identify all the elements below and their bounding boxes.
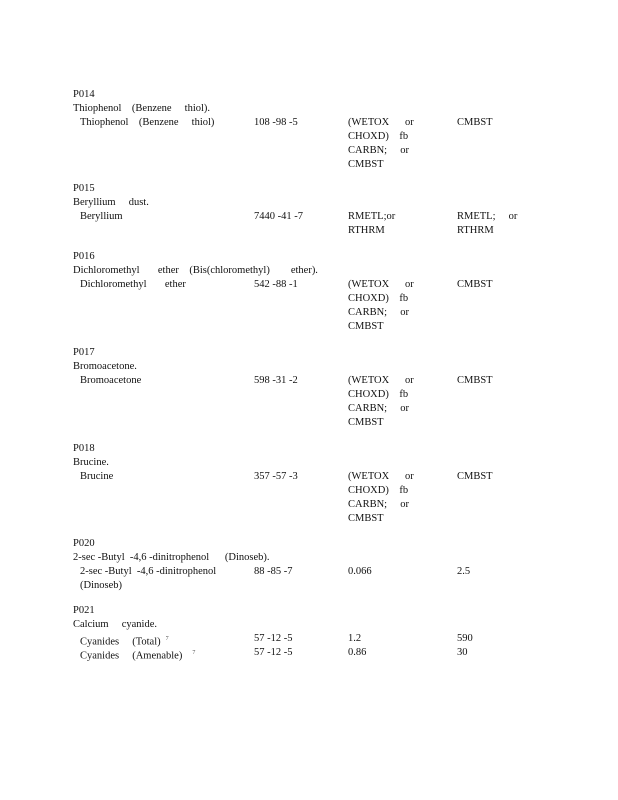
nonwastewater-standard: CMBST (457, 375, 493, 386)
waste-description: 2-sec -Butyl -4,6 -dinitrophenol (Dinoseb). (73, 552, 270, 563)
cas-number: 57 -12 -5 (254, 633, 293, 644)
waste-entry (73, 442, 593, 524)
waste-description: Bromoacetone. (73, 361, 137, 372)
nonwastewater-standard: CMBST (457, 279, 493, 290)
nonwastewater-standard: 30 (457, 647, 468, 658)
cas-number: 7440 -41 -7 (254, 211, 303, 222)
waste-description: Calcium cyanide. (73, 619, 157, 630)
cas-number: 542 -88 -1 (254, 279, 298, 290)
waste-code: P021 (73, 605, 95, 616)
cas-number: 88 -85 -7 (254, 566, 293, 577)
waste-code: P018 (73, 443, 95, 454)
constituent-name: Cyanides (Amenable) $^7$ (80, 650, 196, 662)
constituent-name: Bromoacetone (80, 375, 142, 386)
constituent-row (73, 116, 593, 170)
nonwastewater-standard: 2.5 (457, 566, 471, 577)
constituent-row (73, 565, 593, 593)
waste-entry (73, 604, 593, 660)
waste-entry (73, 346, 593, 428)
wastewater-standard: (WETOX or CHOXD) fb CARBN; or CMBST (348, 117, 414, 170)
cas-number: 108 -98 -5 (254, 117, 298, 128)
wastewater-standard: (WETOX or CHOXD) fb CARBN; or CMBST (348, 375, 414, 428)
wastewater-standard: 1.2 (348, 633, 362, 644)
wastewater-standard: (WETOX or CHOXD) fb CARBN; or CMBST (348, 279, 414, 332)
constituent-name: Cyanides (Total) $^7$ (80, 636, 169, 648)
waste-entry (73, 182, 593, 236)
waste-description: Dichloromethyl ether (Bis(chloromethyl) ether). (73, 265, 318, 276)
constituent-row (73, 632, 593, 646)
waste-code: P017 (73, 347, 95, 358)
cas-number: 57 -12 -5 (254, 647, 293, 658)
constituent-row (73, 278, 593, 332)
constituent-name: Thiophenol (Benzene thiol) (80, 117, 215, 128)
constituent-row (73, 374, 593, 428)
wastewater-standard: 0.066 (348, 566, 372, 577)
waste-description: Brucine. (73, 457, 109, 468)
footnote-marker: 7 (192, 650, 196, 656)
constituent-row (73, 210, 593, 236)
cas-number: 357 -57 -3 (254, 471, 298, 482)
nonwastewater-standard: CMBST (457, 117, 493, 128)
waste-entry (73, 88, 593, 170)
constituent-name: 2-sec -Butyl -4,6 -dinitrophenol (Dinoseb) (80, 566, 217, 591)
waste-code: P015 (73, 183, 95, 194)
constituent-name: Beryllium (80, 211, 123, 222)
waste-code: P020 (73, 538, 95, 549)
constituent-row (73, 470, 593, 524)
waste-code: P014 (73, 89, 95, 100)
wastewater-standard: (WETOX or CHOXD) fb CARBN; or CMBST (348, 471, 414, 524)
footnote-marker: 7 (165, 636, 169, 642)
nonwastewater-standard: 590 (457, 633, 473, 644)
wastewater-standard: RMETL;or RTHRM (348, 211, 396, 236)
waste-code: P016 (73, 251, 95, 262)
waste-description: Beryllium dust. (73, 197, 149, 208)
nonwastewater-standard: CMBST (457, 471, 493, 482)
constituent-name: Dichloromethyl ether (80, 279, 186, 290)
wastewater-standard: 0.86 (348, 647, 367, 658)
constituent-row (73, 646, 593, 660)
nonwastewater-standard: RMETL; or RTHRM (457, 211, 518, 236)
constituent-name: Brucine (80, 471, 114, 482)
waste-entry (73, 250, 593, 332)
cas-number: 598 -31 -2 (254, 375, 298, 386)
waste-description: Thiophenol (Benzene thiol). (73, 103, 211, 114)
waste-entry (73, 537, 593, 593)
